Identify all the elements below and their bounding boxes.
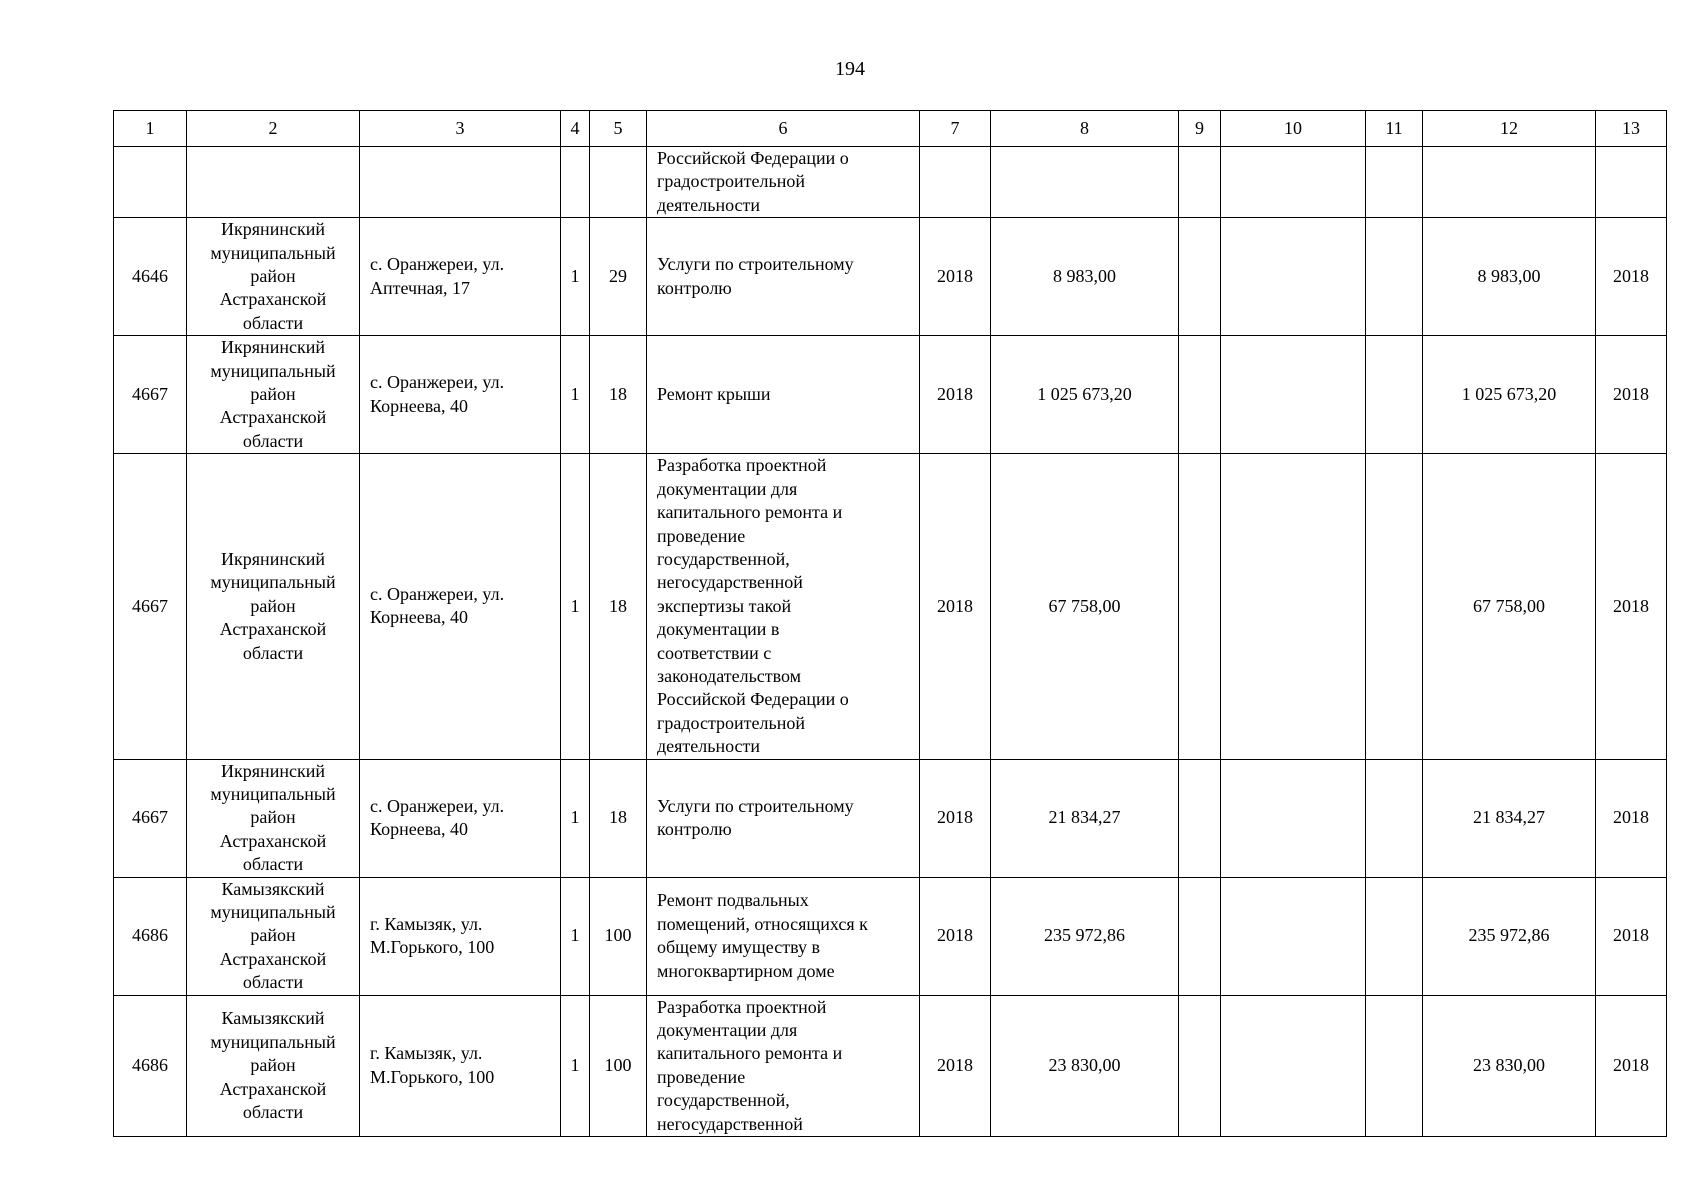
cell-address: с. Оранжереи, ул. Корнеева, 40 xyxy=(360,759,561,877)
cell-district: Камызякский муниципальный район Астраханской области xyxy=(187,995,360,1136)
cell-col12-cost: 235 972,86 xyxy=(1423,877,1596,995)
cell-col12-cost: 8 983,00 xyxy=(1423,218,1596,336)
cell-col13-year: 2018 xyxy=(1596,995,1667,1136)
cell-col11 xyxy=(1366,759,1423,877)
cell-col5: 100 xyxy=(590,877,647,995)
cell-address: г. Камызяк, ул. М.Горького, 100 xyxy=(360,877,561,995)
cell-col11 xyxy=(1366,336,1423,454)
cell-number: 4667 xyxy=(114,759,187,877)
cell-col5 xyxy=(590,147,647,218)
cell-col9 xyxy=(1179,759,1221,877)
cell-number: 4667 xyxy=(114,454,187,759)
cell-total-cost: 67 758,00 xyxy=(991,454,1179,759)
header-row xyxy=(114,111,1667,147)
cell-col10 xyxy=(1221,218,1366,336)
cell-work-type: Разработка проектной документации для капитального ремонта и проведение государственной, негосударственной xyxy=(647,995,920,1136)
cell-col12-cost: 1 025 673,20 xyxy=(1423,336,1596,454)
header-cell-10: 10 xyxy=(1221,111,1366,147)
cell-col13-year: 2018 xyxy=(1596,454,1667,759)
cell-district: Икрянинский муниципальный район Астраханской области xyxy=(187,759,360,877)
data-table xyxy=(113,110,1667,1137)
cell-col13-year xyxy=(1596,147,1667,218)
cell-col12-cost: 21 834,27 xyxy=(1423,759,1596,877)
cell-col11 xyxy=(1366,995,1423,1136)
cell-total-cost: 235 972,86 xyxy=(991,877,1179,995)
cell-col10 xyxy=(1221,147,1366,218)
header-cell-7: 7 xyxy=(920,111,991,147)
cell-col10 xyxy=(1221,336,1366,454)
table-row xyxy=(114,147,1667,218)
cell-col4: 1 xyxy=(561,759,590,877)
cell-district: Икрянинский муниципальный район Астраханской области xyxy=(187,454,360,759)
header-cell-5: 5 xyxy=(590,111,647,147)
cell-col9 xyxy=(1179,336,1221,454)
cell-col4: 1 xyxy=(561,995,590,1136)
header-cell-6: 6 xyxy=(647,111,920,147)
cell-year: 2018 xyxy=(920,995,991,1136)
cell-address xyxy=(360,147,561,218)
cell-col11 xyxy=(1366,454,1423,759)
cell-total-cost: 1 025 673,20 xyxy=(991,336,1179,454)
cell-work-type: Ремонт подвальных помещений, относящихся к общему имуществу в многоквартирном доме xyxy=(647,877,920,995)
cell-work-type: Разработка проектной документации для капитального ремонта и проведение государственной, негосударственной экспертизы такой документации в соответствии с законодательством Российской Федерации о градостроительной деятельности xyxy=(647,454,920,759)
header-cell-9: 9 xyxy=(1179,111,1221,147)
cell-number xyxy=(114,147,187,218)
page-number: 194 xyxy=(835,58,865,80)
cell-col13-year: 2018 xyxy=(1596,218,1667,336)
cell-col13-year: 2018 xyxy=(1596,336,1667,454)
cell-district: Икрянинский муниципальный район Астраханской области xyxy=(187,218,360,336)
header-cell-8: 8 xyxy=(991,111,1179,147)
cell-year: 2018 xyxy=(920,454,991,759)
cell-col4: 1 xyxy=(561,877,590,995)
cell-col5: 18 xyxy=(590,454,647,759)
cell-col4: 1 xyxy=(561,454,590,759)
cell-total-cost xyxy=(991,147,1179,218)
cell-col9 xyxy=(1179,877,1221,995)
table-row xyxy=(114,454,1667,759)
cell-address: г. Камызяк, ул. М.Горького, 100 xyxy=(360,995,561,1136)
cell-col5: 100 xyxy=(590,995,647,1136)
cell-year: 2018 xyxy=(920,877,991,995)
cell-number: 4686 xyxy=(114,877,187,995)
header-cell-11: 11 xyxy=(1366,111,1423,147)
table-row xyxy=(114,759,1667,877)
cell-col11 xyxy=(1366,218,1423,336)
cell-col4: 1 xyxy=(561,218,590,336)
cell-col4 xyxy=(561,147,590,218)
header-cell-13: 13 xyxy=(1596,111,1667,147)
header-cell-4: 4 xyxy=(561,111,590,147)
header-cell-1: 1 xyxy=(114,111,187,147)
header-cell-3: 3 xyxy=(360,111,561,147)
cell-district xyxy=(187,147,360,218)
cell-year: 2018 xyxy=(920,336,991,454)
cell-address: с. Оранжереи, ул. Корнеева, 40 xyxy=(360,454,561,759)
cell-work-type: Услуги по строительному контролю xyxy=(647,759,920,877)
table-row xyxy=(114,995,1667,1136)
cell-address: с. Оранжереи, ул. Аптечная, 17 xyxy=(360,218,561,336)
cell-work-type: Ремонт крыши xyxy=(647,336,920,454)
cell-col12-cost: 67 758,00 xyxy=(1423,454,1596,759)
cell-total-cost: 21 834,27 xyxy=(991,759,1179,877)
cell-col5: 18 xyxy=(590,336,647,454)
cell-col11 xyxy=(1366,147,1423,218)
cell-number: 4686 xyxy=(114,995,187,1136)
cell-col10 xyxy=(1221,995,1366,1136)
table-row xyxy=(114,877,1667,995)
cell-col9 xyxy=(1179,147,1221,218)
cell-total-cost: 23 830,00 xyxy=(991,995,1179,1136)
cell-work-type: Услуги по строительному контролю xyxy=(647,218,920,336)
cell-year: 2018 xyxy=(920,759,991,877)
cell-work-type: Российской Федерации о градостроительной деятельности xyxy=(647,147,920,218)
header-cell-2: 2 xyxy=(187,111,360,147)
cell-col10 xyxy=(1221,877,1366,995)
cell-col10 xyxy=(1221,454,1366,759)
cell-number: 4667 xyxy=(114,336,187,454)
table-row xyxy=(114,336,1667,454)
cell-col12-cost: 23 830,00 xyxy=(1423,995,1596,1136)
cell-address: с. Оранжереи, ул. Корнеева, 40 xyxy=(360,336,561,454)
cell-col12-cost xyxy=(1423,147,1596,218)
cell-total-cost: 8 983,00 xyxy=(991,218,1179,336)
header-cell-12: 12 xyxy=(1423,111,1596,147)
cell-col13-year: 2018 xyxy=(1596,877,1667,995)
cell-col9 xyxy=(1179,995,1221,1136)
cell-col9 xyxy=(1179,218,1221,336)
cell-col5: 18 xyxy=(590,759,647,877)
cell-col9 xyxy=(1179,454,1221,759)
cell-col13-year: 2018 xyxy=(1596,759,1667,877)
table-row xyxy=(114,218,1667,336)
cell-col10 xyxy=(1221,759,1366,877)
cell-col11 xyxy=(1366,877,1423,995)
cell-col5: 29 xyxy=(590,218,647,336)
cell-year: 2018 xyxy=(920,218,991,336)
cell-year xyxy=(920,147,991,218)
cell-col4: 1 xyxy=(561,336,590,454)
cell-number: 4646 xyxy=(114,218,187,336)
cell-district: Икрянинский муниципальный район Астраханской области xyxy=(187,336,360,454)
cell-district: Камызякский муниципальный район Астраханской области xyxy=(187,877,360,995)
